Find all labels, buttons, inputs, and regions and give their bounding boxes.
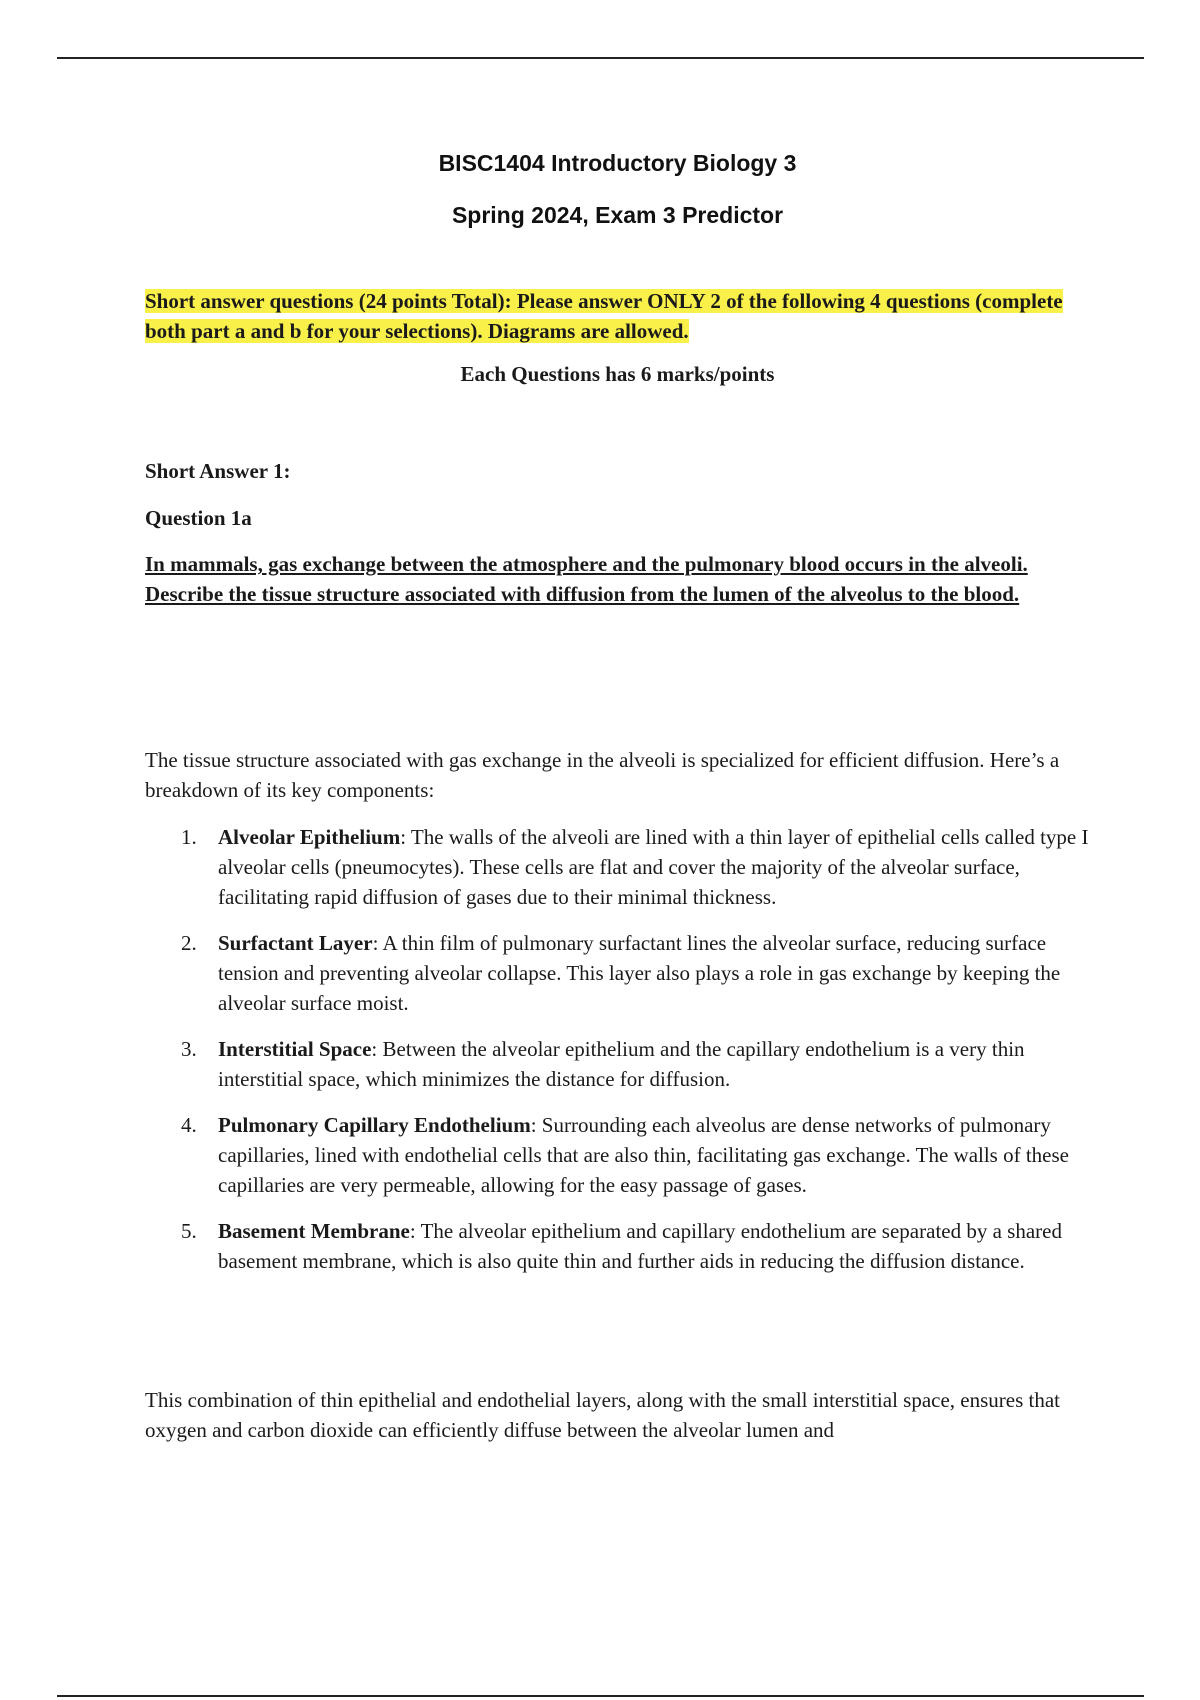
list-item xyxy=(145,1110,1090,1200)
list-item-number: 5. xyxy=(181,1219,197,1243)
question-text: In mammals, gas exchange between the atmosphere and the pulmonary blood occurs in the alveoli. Describe the tissue structure associated with diffusion from the lumen of the alveolus to the blood. xyxy=(145,552,1028,606)
list-item-text: : A thin film of pulmonary surfactant lines the alveolar surface, reducing surface tension and preventing alveolar collapse. This layer also plays a role in gas exchange by keeping the alveolar surface moist. xyxy=(218,931,1061,1015)
instructions-block xyxy=(145,286,1090,346)
list-item-text: : Surrounding each alveolus are dense networks of pulmonary capillaries, lined with endothelial cells that are also thin, facilitating gas exchange. The walls of these capillaries are very permeable, allowing for the easy passage of gases. xyxy=(218,1113,1069,1197)
list-item-number: 2. xyxy=(181,931,197,955)
list-item-term: Pulmonary Capillary Endothelium xyxy=(218,1113,531,1137)
list-item-number: 1. xyxy=(181,825,197,849)
marks-note: Each Questions has 6 marks/points xyxy=(460,362,775,386)
list-item-term: Surfactant Layer xyxy=(218,931,373,955)
section-heading: Short Answer 1: xyxy=(145,459,291,483)
list-item-term: Alveolar Epithelium xyxy=(218,825,401,849)
list-item-text: : The walls of the alveoli are lined with a thin layer of epithelial cells called type I alveolar cells (pneumocytes). These cells are flat and cover the majority of the alveolar surface, facilitating rapid diffusion of gases due to their minimal thickness. xyxy=(218,825,1089,909)
list-item xyxy=(145,1216,1090,1276)
list-item-term: Interstitial Space xyxy=(218,1037,372,1061)
list-item-number: 3. xyxy=(181,1037,197,1061)
exam-title: Spring 2024, Exam 3 Predictor xyxy=(451,202,784,228)
answer-conclusion: This combination of thin epithelial and endothelial layers, along with the small interstitial space, ensures that oxygen and carbon dioxide can efficiently diffuse between the alveolar lumen and xyxy=(145,1388,1061,1442)
question-label: Question 1a xyxy=(145,506,252,530)
list-item-text: : The alveolar epithelium and capillary endothelium are separated by a shared basement membrane, which is also quite thin and further aids in reducing the diffusion distance. xyxy=(218,1219,1062,1273)
list-item-number: 4. xyxy=(181,1113,197,1137)
course-title: BISC1404 Introductory Biology 3 xyxy=(438,150,797,176)
list-item xyxy=(145,822,1090,912)
answer-points-list xyxy=(145,822,1090,1292)
list-item xyxy=(145,928,1090,1018)
list-item-term: Basement Membrane xyxy=(218,1219,410,1243)
instructions-text: Short answer questions (24 points Total): Please answer ONLY 2 of the following 4 questions (complete both part a and b for your selections). Diagrams are allowed. xyxy=(145,289,1063,343)
list-item xyxy=(145,1034,1090,1094)
top-rule xyxy=(57,57,1144,59)
bottom-rule xyxy=(57,1695,1144,1697)
answer-intro: The tissue structure associated with gas exchange in the alveoli is specialized for efficient diffusion. Here’s a breakdown of its key components: xyxy=(145,748,1060,802)
list-item-text: : Between the alveolar epithelium and the capillary endothelium is a very thin interstitial space, which minimizes the distance for diffusion. xyxy=(218,1037,1025,1091)
